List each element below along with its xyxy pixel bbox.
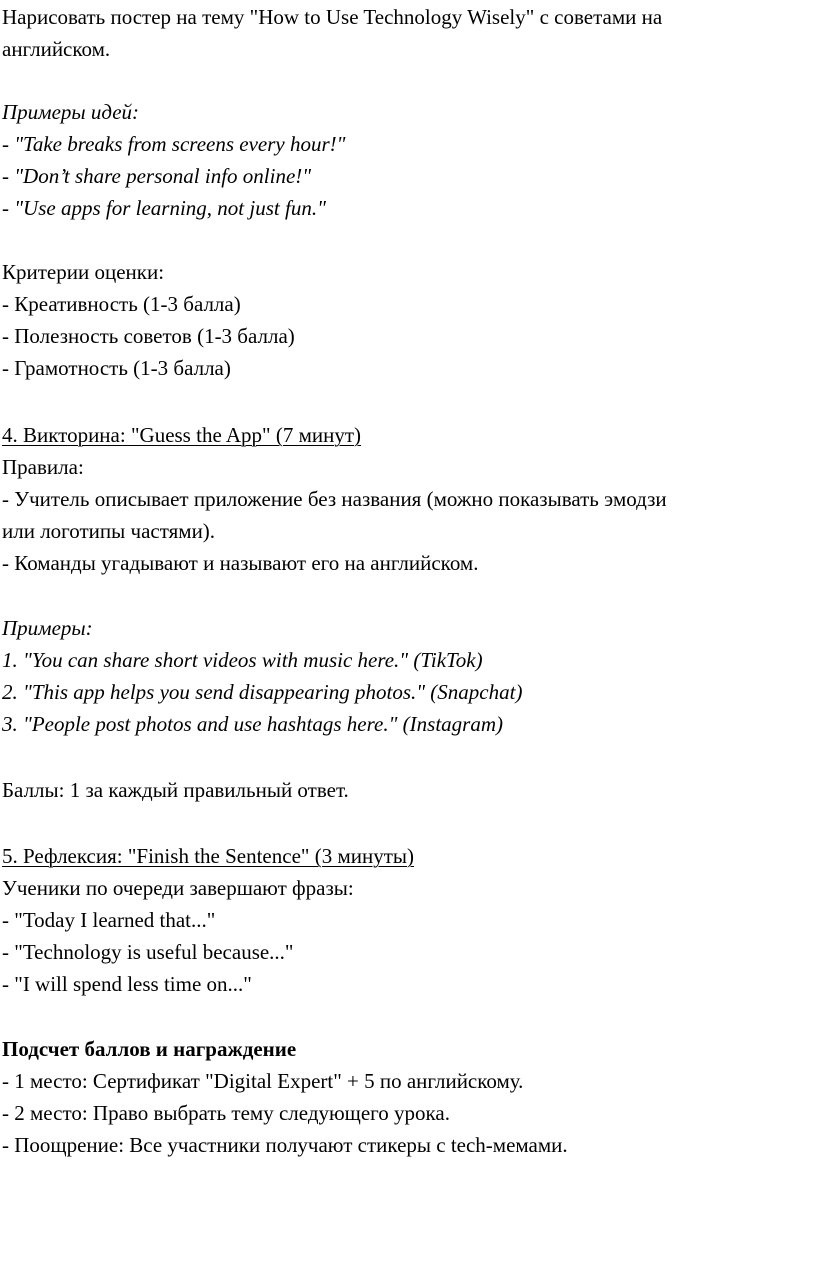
reflection-item: - "Today I learned that..." — [2, 908, 216, 932]
ideas-item: - "Take breaks from screens every hour!" — [2, 132, 346, 156]
awards-item: - 2 место: Право выбрать тему следующего урока. — [2, 1101, 450, 1125]
criteria-heading: Критерии оценки: — [2, 260, 165, 284]
reflection-title: 5. Рефлексия: "Finish the Sentence" (3 минуты) — [2, 844, 415, 868]
criteria-item: - Креативность (1-3 балла) — [2, 292, 241, 316]
quiz-example: 3. "People post photos and use hashtags here." (Instagram) — [2, 712, 503, 736]
awards-item: - Поощрение: Все участники получают стикеры с tech-мемами. — [2, 1133, 568, 1157]
quiz-rule: - Команды угадывают и называют его на английском. — [2, 551, 479, 575]
quiz-rules-label: Правила: — [2, 455, 84, 479]
quiz-example: 2. "This app helps you send disappearing photos." (Snapchat) — [2, 680, 523, 704]
criteria-item: - Грамотность (1-3 балла) — [2, 356, 231, 380]
criteria-item: - Полезность советов (1-3 балла) — [2, 324, 295, 348]
awards-item: - 1 место: Сертификат "Digital Expert" + 5 по английскому. — [2, 1069, 524, 1093]
ideas-item: - "Don’t share personal info online!" — [2, 164, 312, 188]
ideas-heading: Примеры идей: — [2, 100, 140, 124]
ideas-item: - "Use apps for learning, not just fun." — [2, 196, 326, 220]
intro-line-1: Нарисовать постер на тему "How to Use Technology Wisely" с советами на — [2, 5, 663, 29]
intro-line-2: английском. — [2, 37, 111, 61]
reflection-intro: Ученики по очереди завершают фразы: — [2, 876, 354, 900]
quiz-example: 1. "You can share short videos with music here." (TikTok) — [2, 648, 483, 672]
quiz-rule: - Учитель описывает приложение без названия (можно показывать эмодзи — [2, 487, 667, 511]
reflection-item: - "I will spend less time on..." — [2, 972, 252, 996]
quiz-examples-heading: Примеры: — [2, 616, 93, 640]
quiz-title: 4. Викторина: "Guess the App" (7 минут) — [2, 423, 362, 447]
quiz-rule: или логотипы частями). — [2, 519, 216, 543]
awards-heading: Подсчет баллов и награждение — [2, 1037, 297, 1061]
reflection-item: - "Technology is useful because..." — [2, 940, 294, 964]
quiz-points: Баллы: 1 за каждый правильный ответ. — [2, 778, 349, 802]
